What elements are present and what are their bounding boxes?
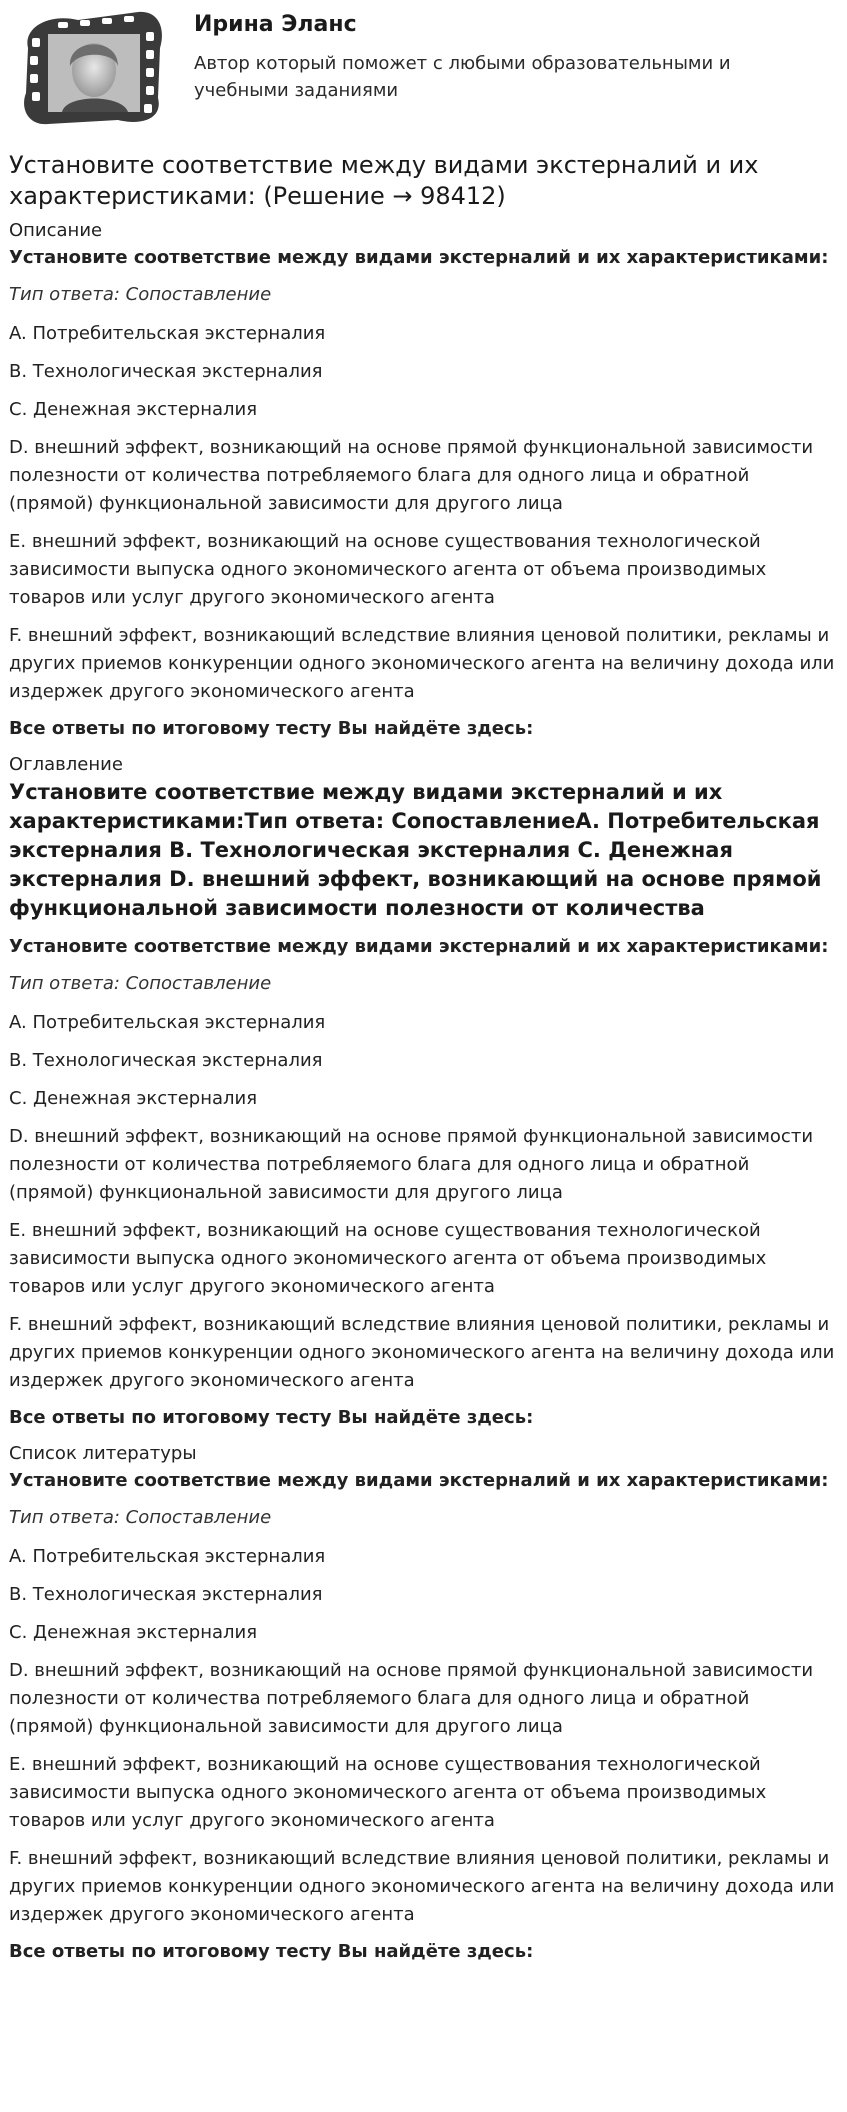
item-d: D. внешний эффект, возникающий на основе прямой функциональной зависимости полезности от количества потребляемого блага для одного лица и обратной (прямой) функциональной зависимости для другого лица bbox=[9, 1660, 814, 1737]
all-answers-text: Все ответы по итоговому тесту Вы найдёте здесь: bbox=[9, 718, 534, 739]
item-e: E. внешний эффект, возникающий на основе существования технологической зависимости выпуска одного экономического агента от объема производимых товаров или услуг другого экономического агента bbox=[9, 1754, 767, 1831]
item-c: C. Денежная экстерналия bbox=[9, 1622, 258, 1643]
item-b: B. Технологическая экстерналия bbox=[9, 361, 323, 382]
page-title: Установите соответствие между видами экстерналий и их характеристиками: (Решение → 98412) bbox=[9, 151, 759, 210]
question-title: Установите соответствие между видами экстерналий и их характеристиками: bbox=[9, 936, 829, 957]
item-f: F. внешний эффект, возникающий вследствие влияния ценовой политики, рекламы и других приемов конкуренции одного экономического агента на величину дохода или издержек другого экономического агента bbox=[9, 625, 835, 702]
toc-section bbox=[9, 752, 837, 1431]
item-c: C. Денежная экстерналия bbox=[9, 399, 258, 420]
question-title: Установите соответствие между видами экстерналий и их характеристиками: bbox=[9, 247, 829, 268]
author-block bbox=[9, 0, 837, 130]
item-a: A. Потребительская экстерналия bbox=[9, 1546, 326, 1567]
all-answers-text: Все ответы по итоговому тесту Вы найдёте здесь: bbox=[9, 1407, 534, 1428]
toc-label: Оглавление bbox=[9, 754, 123, 775]
description-section bbox=[9, 218, 837, 742]
author-name[interactable]: Ирина Эланс bbox=[194, 12, 357, 37]
item-a: A. Потребительская экстерналия bbox=[9, 1012, 326, 1033]
item-e: E. внешний эффект, возникающий на основе существования технологической зависимости выпуска одного экономического агента от объема производимых товаров или услуг другого экономического агента bbox=[9, 531, 767, 608]
author-avatar bbox=[18, 8, 168, 126]
answer-type: Тип ответа: Сопоставление bbox=[9, 973, 272, 994]
references-label: Список литературы bbox=[9, 1443, 197, 1464]
author-description: Автор который поможет с любыми образовательными и учебными заданиями bbox=[194, 53, 731, 101]
item-a: A. Потребительская экстерналия bbox=[9, 323, 326, 344]
all-answers-text: Все ответы по итоговому тесту Вы найдёте здесь: bbox=[9, 1941, 534, 1962]
toc-heading: Установите соответствие между видами экстерналий и их характеристиками:Тип ответа: СопоставлениеA. Потребительская экстерналия B. Технологическая экстерналия C. Денежная экстерналия D. внешний эффект, возникающий на основе прямой функциональной зависимости полезности от количества bbox=[9, 780, 822, 920]
author-info bbox=[194, 10, 814, 104]
item-b: B. Технологическая экстерналия bbox=[9, 1584, 323, 1605]
item-d: D. внешний эффект, возникающий на основе прямой функциональной зависимости полезности от количества потребляемого блага для одного лица и обратной (прямой) функциональной зависимости для другого лица bbox=[9, 1126, 814, 1203]
item-c: C. Денежная экстерналия bbox=[9, 1088, 258, 1109]
answer-type: Тип ответа: Сопоставление bbox=[9, 1507, 272, 1528]
answer-type: Тип ответа: Сопоставление bbox=[9, 284, 272, 305]
item-b: B. Технологическая экстерналия bbox=[9, 1050, 323, 1071]
item-e: E. внешний эффект, возникающий на основе существования технологической зависимости выпуска одного экономического агента от объема производимых товаров или услуг другого экономического агента bbox=[9, 1220, 767, 1297]
references-section bbox=[9, 1441, 837, 1965]
item-d: D. внешний эффект, возникающий на основе прямой функциональной зависимости полезности от количества потребляемого блага для одного лица и обратной (прямой) функциональной зависимости для другого лица bbox=[9, 437, 814, 514]
description-label: Описание bbox=[9, 220, 103, 241]
item-f: F. внешний эффект, возникающий вследствие влияния ценовой политики, рекламы и других приемов конкуренции одного экономического агента на величину дохода или издержек другого экономического агента bbox=[9, 1314, 835, 1391]
item-f: F. внешний эффект, возникающий вследствие влияния ценовой политики, рекламы и других приемов конкуренции одного экономического агента на величину дохода или издержек другого экономического агента bbox=[9, 1848, 835, 1925]
question-title: Установите соответствие между видами экстерналий и их характеристиками: bbox=[9, 1470, 829, 1491]
